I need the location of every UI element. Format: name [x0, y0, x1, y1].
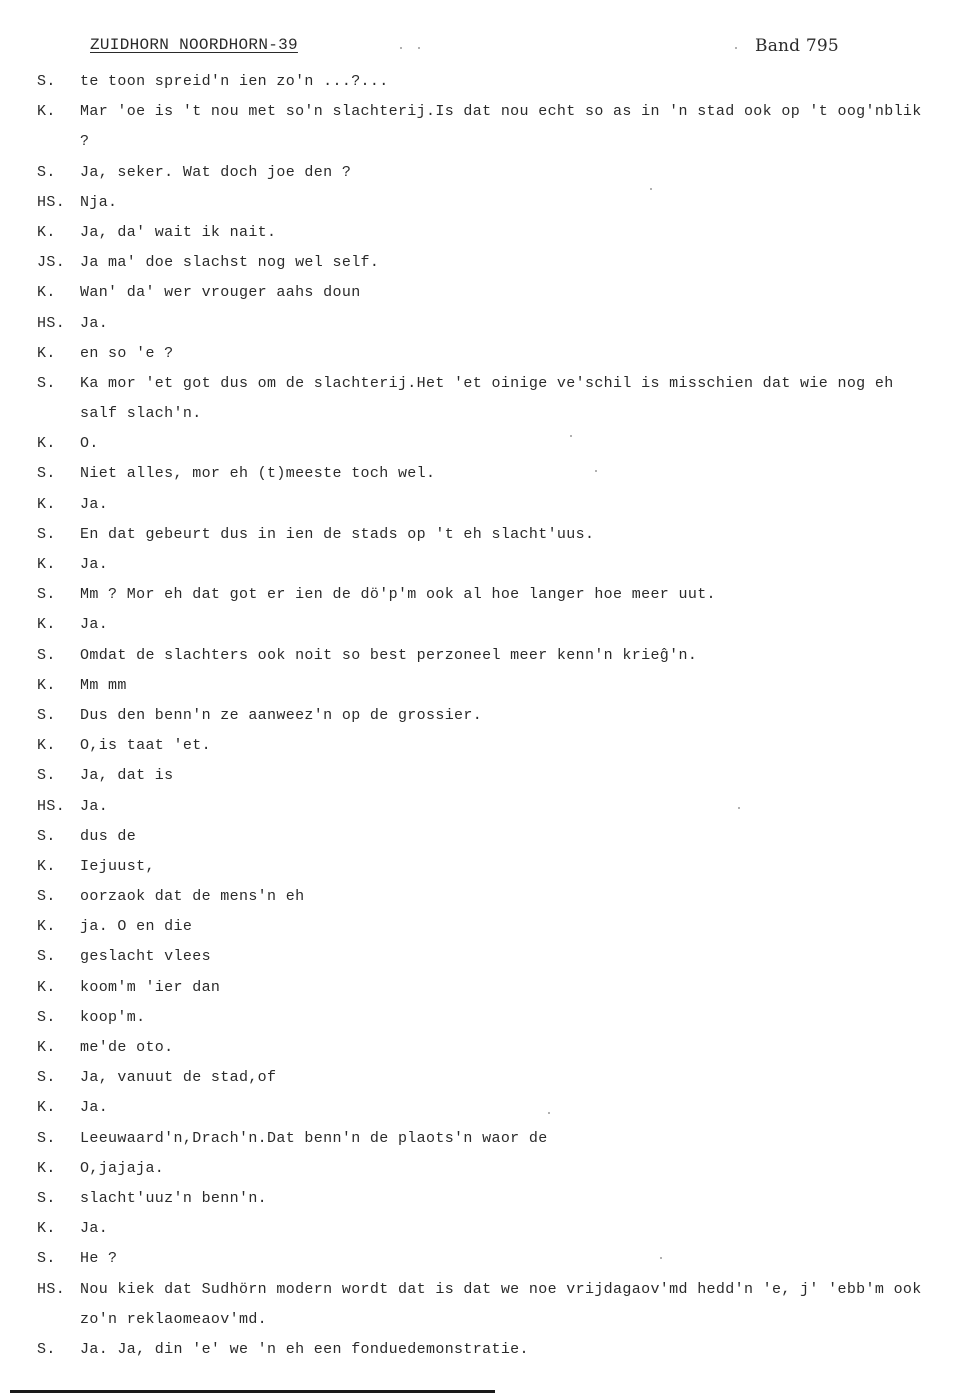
speaker-label: K.	[37, 103, 56, 121]
speaker-label: K.	[37, 495, 56, 513]
speaker-label: S.	[37, 465, 56, 483]
transcript-line	[0, 1154, 973, 1184]
speaker-label: S.	[37, 1008, 56, 1026]
speaker-label: K.	[37, 1220, 56, 1238]
speaker-label: S.	[37, 646, 56, 664]
speaker-label: S.	[37, 374, 56, 392]
transcript-line	[0, 309, 973, 339]
utterance-text: Ja.	[80, 556, 109, 574]
transcript-line	[0, 580, 973, 610]
utterance-text: Ja, vanuut de stad,of	[80, 1069, 277, 1087]
transcript-line	[0, 671, 973, 701]
transcript-line	[0, 278, 973, 308]
bottom-rule	[10, 1390, 495, 1393]
transcript-line	[0, 1063, 973, 1093]
speaker-label: K.	[37, 284, 56, 302]
scan-speck	[735, 47, 737, 49]
utterance-text: Ja.	[80, 1220, 109, 1238]
transcript-line	[0, 550, 973, 580]
utterance-text: Niet alles, mor eh (t)meeste toch wel.	[80, 465, 436, 483]
utterance-text: me'de oto.	[80, 1039, 174, 1057]
utterance-text: Mm mm	[80, 676, 127, 694]
speaker-label: S.	[37, 888, 56, 906]
transcript-line	[0, 973, 973, 1003]
utterance-text: Ja.	[80, 1099, 109, 1117]
speaker-label: S.	[37, 1129, 56, 1147]
utterance-text: Wan' da' wer vrouger aahs doun	[80, 284, 361, 302]
transcript-line	[0, 67, 973, 97]
speaker-label: S.	[37, 163, 56, 181]
transcript-line	[0, 1003, 973, 1033]
utterance-text: Omdat de slachters ook noit so best perzoneel meer kenn'n krieĝ'n.	[80, 646, 698, 664]
speaker-label: K.	[37, 1039, 56, 1057]
utterance-text: O,jajaja.	[80, 1159, 165, 1177]
utterance-text: Ja. Ja, din 'e' we 'n eh een fonduedemonstratie.	[80, 1340, 529, 1358]
utterance-text: Ja.	[80, 797, 109, 815]
transcript-line	[0, 1124, 973, 1154]
speaker-label: S.	[37, 586, 56, 604]
scan-speck	[595, 470, 597, 472]
scan-speck	[570, 435, 572, 437]
utterance-text: Iejuust,	[80, 857, 155, 875]
transcript-line	[0, 369, 973, 429]
speaker-label: HS.	[37, 193, 66, 211]
transcript-line	[0, 912, 973, 942]
transcript-line	[0, 218, 973, 248]
scan-speck	[548, 1112, 550, 1114]
transcript-line	[0, 1335, 973, 1365]
header-title: ZUIDHORN NOORDHORN-39	[90, 36, 298, 54]
speaker-label: K.	[37, 223, 56, 241]
transcript-line	[0, 882, 973, 912]
speaker-label: HS.	[37, 797, 66, 815]
transcript-line	[0, 942, 973, 972]
utterance-text: O,is taat 'et.	[80, 737, 211, 755]
transcript-line	[0, 852, 973, 882]
transcript-line	[0, 1214, 973, 1244]
utterance-text: Ka mor 'et got dus om de slachterij.Het 'et oinige ve'schil is misschien dat wie nog eh salf slach'n.	[80, 374, 894, 423]
utterance-text: Dus den benn'n ze aanweez'n op de grossier.	[80, 706, 483, 724]
speaker-label: S.	[37, 948, 56, 966]
utterance-text: O.	[80, 435, 99, 453]
speaker-label: K.	[37, 1099, 56, 1117]
utterance-text: koop'm.	[80, 1008, 146, 1026]
speaker-label: S.	[37, 1189, 56, 1207]
speaker-label: K.	[37, 344, 56, 362]
transcript-line	[0, 731, 973, 761]
utterance-text: geslacht vlees	[80, 948, 211, 966]
speaker-label: HS.	[37, 314, 66, 332]
utterance-text: Ja ma' doe slachst nog wel self.	[80, 254, 380, 272]
transcript-line	[0, 1184, 973, 1214]
transcript-line	[0, 429, 973, 459]
transcript-line	[0, 188, 973, 218]
speaker-label: S.	[37, 767, 56, 785]
utterance-text: En dat gebeurt dus in ien de stads op 't eh slacht'uus.	[80, 525, 595, 543]
speaker-label: S.	[37, 525, 56, 543]
transcript-line	[0, 610, 973, 640]
transcript-line	[0, 97, 973, 157]
speaker-label: S.	[37, 1069, 56, 1087]
utterance-text: koom'm 'ier dan	[80, 978, 221, 996]
transcript-line	[0, 761, 973, 791]
speaker-label: K.	[37, 737, 56, 755]
utterance-text: ja. O en die	[80, 918, 193, 936]
speaker-label: K.	[37, 978, 56, 996]
utterance-text: Ja, seker. Wat doch joe den ?	[80, 163, 352, 181]
utterance-text: en so 'e ?	[80, 344, 174, 362]
utterance-text: dus de	[80, 827, 137, 845]
transcript-line	[0, 339, 973, 369]
transcript-line	[0, 520, 973, 550]
speaker-label: K.	[37, 556, 56, 574]
utterance-text: Mar 'oe is 't nou met so'n slachterij.Is dat nou echt so as in 'n stad ook op 't oog'nblik ?	[80, 103, 922, 151]
speaker-label: S.	[37, 706, 56, 724]
utterance-text: te toon spreid'n ien zo'n ...?...	[80, 73, 389, 90]
band-number: Band 795	[755, 36, 839, 56]
utterance-text: Ja, da' wait ik nait.	[80, 223, 277, 241]
speaker-label: JS.	[37, 254, 66, 272]
utterance-text: Leeuwaard'n,Drach'n.Dat benn'n de plaots'n waor de	[80, 1129, 548, 1147]
transcript-line	[0, 490, 973, 520]
speaker-label: S.	[37, 73, 56, 90]
utterance-text: Ja.	[80, 616, 109, 634]
speaker-label: K.	[37, 616, 56, 634]
transcript-line	[0, 1244, 973, 1274]
speaker-label: K.	[37, 1159, 56, 1177]
scan-speck	[650, 188, 652, 190]
transcript-line	[0, 1275, 973, 1335]
speaker-label: K.	[37, 918, 56, 936]
utterance-text: Nja.	[80, 193, 118, 211]
utterance-text: He ?	[80, 1250, 118, 1268]
speaker-label: K.	[37, 435, 56, 453]
transcript-line	[0, 459, 973, 489]
transcript-line	[0, 158, 973, 188]
speaker-label: K.	[37, 676, 56, 694]
utterance-text: slacht'uuz'n benn'n.	[80, 1189, 268, 1207]
utterance-text: oorzaok dat de mens'n eh	[80, 888, 305, 906]
transcript-line	[0, 1093, 973, 1123]
transcript-line	[0, 701, 973, 731]
speaker-label: S.	[37, 1250, 56, 1268]
scan-speck	[660, 1257, 662, 1259]
speaker-label: S.	[37, 1340, 56, 1358]
transcript-line	[0, 248, 973, 278]
utterance-text: Ja.	[80, 314, 109, 332]
speaker-label: HS.	[37, 1280, 66, 1298]
utterance-text: Nou kiek dat Sudhörn modern wordt dat is dat we noe vrijdagaov'md hedd'n 'e, j' 'ebb'm ook zo'n reklaomeaov'md.	[80, 1280, 922, 1328]
transcript-line	[0, 822, 973, 852]
transcript-line	[0, 641, 973, 671]
scan-speck	[400, 47, 402, 49]
speaker-label: S.	[37, 827, 56, 845]
utterance-text: Ja.	[80, 495, 109, 513]
scan-speck	[738, 807, 740, 809]
transcript-line	[0, 792, 973, 822]
scan-speck	[418, 47, 420, 49]
transcript-line	[0, 1033, 973, 1063]
utterance-text: Ja, dat is	[80, 767, 174, 785]
utterance-text: Mm ? Mor eh dat got er ien de dö'p'm ook al hoe langer hoe meer uut.	[80, 586, 716, 604]
transcript-lines	[0, 67, 973, 1365]
speaker-label: K.	[37, 857, 56, 875]
